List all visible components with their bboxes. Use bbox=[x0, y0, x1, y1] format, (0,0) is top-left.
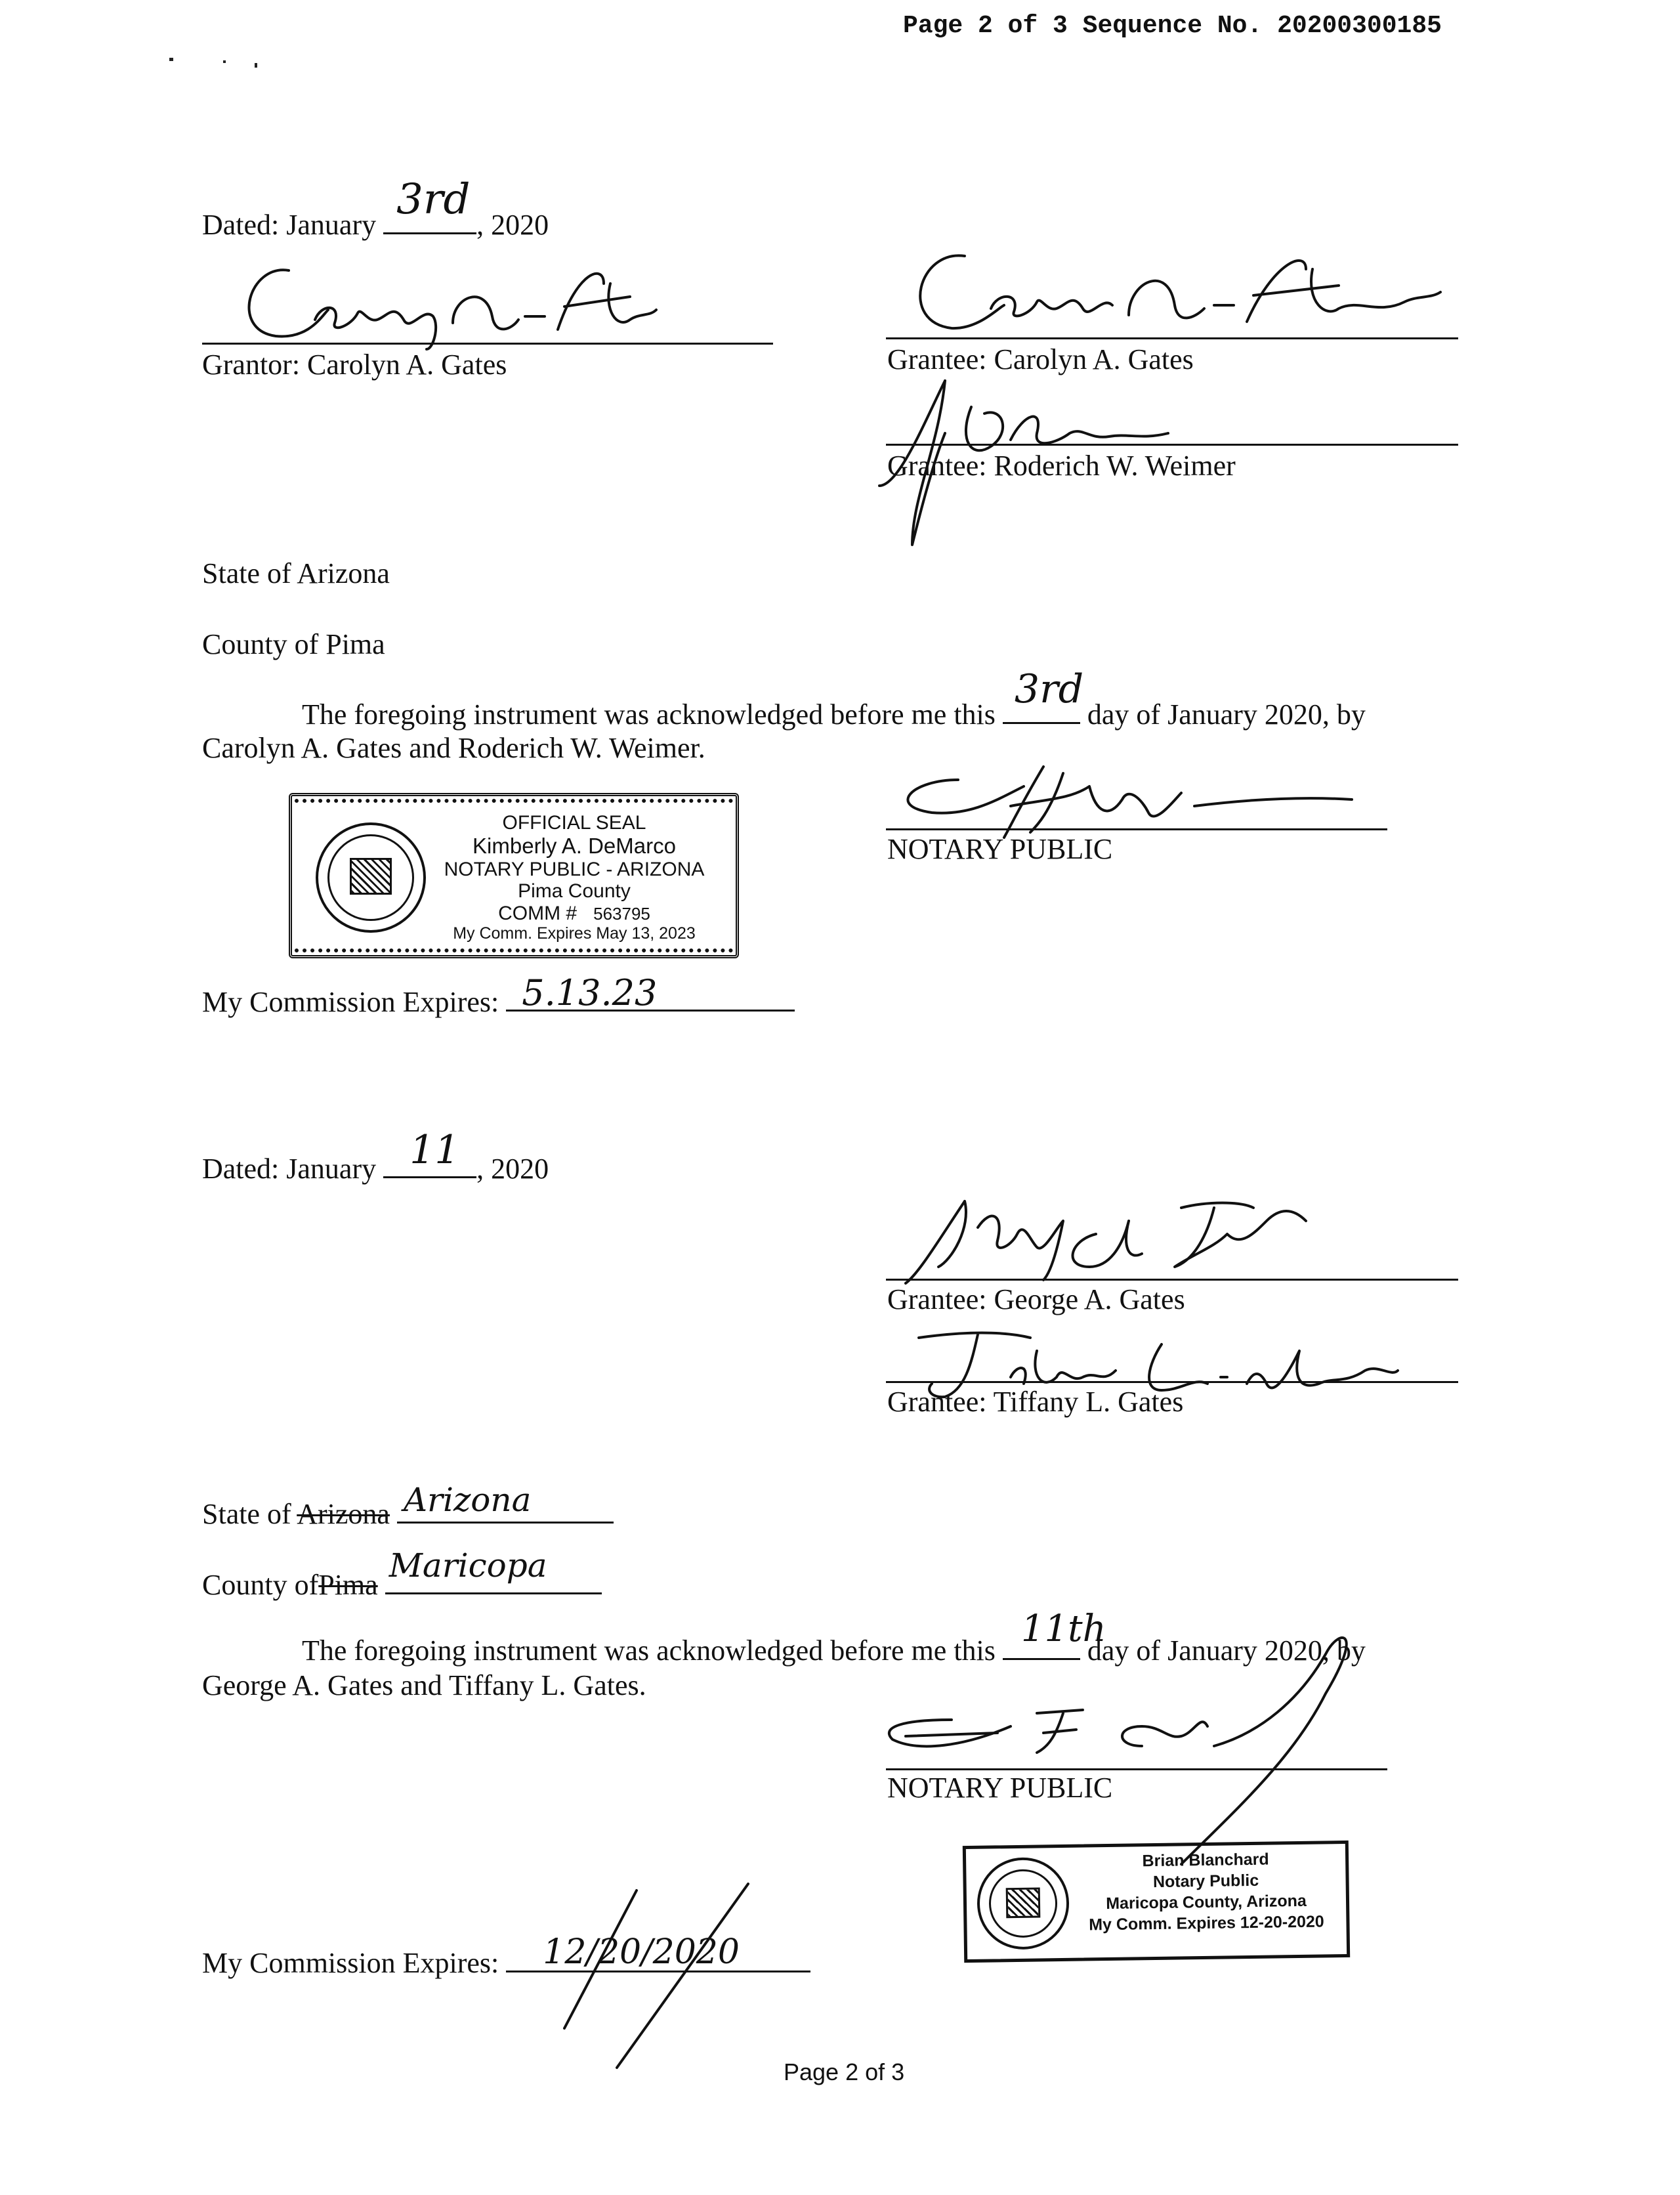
ack-day-handwritten: 11th bbox=[1020, 1608, 1106, 1650]
seal-county: Pima County bbox=[518, 880, 631, 903]
commission-label: My Commission Expires: bbox=[202, 986, 499, 1018]
notary-2-signature-line bbox=[886, 1768, 1387, 1770]
dated-suffix: , 2020 bbox=[476, 209, 549, 241]
dated-suffix: , 2020 bbox=[476, 1153, 549, 1185]
grantor-signature-line bbox=[202, 343, 773, 345]
seal-border-pattern bbox=[295, 799, 733, 809]
notary-1-signature bbox=[892, 760, 1378, 839]
state-seal-emblem bbox=[316, 822, 426, 933]
acknowledgment-1-line2: Carolyn A. Gates and Roderich W. Weimer. bbox=[202, 732, 705, 764]
stamp-title: Notary Public bbox=[1152, 1871, 1259, 1892]
seal-expires: My Comm. Expires May 13, 2023 bbox=[453, 924, 696, 943]
page-number-footer: Page 2 of 3 bbox=[784, 2058, 905, 2085]
grantee-carolyn-signature-line bbox=[886, 337, 1458, 339]
stamp-county: Maricopa County, Arizona bbox=[1106, 1891, 1307, 1913]
grantee-tiffany-label: Grantee: Tiffany L. Gates bbox=[887, 1386, 1184, 1418]
grantee-roderich-signature-line bbox=[886, 444, 1458, 446]
scan-speck bbox=[169, 58, 173, 61]
dated-day-blank bbox=[383, 175, 476, 234]
commission-label: My Commission Expires: bbox=[202, 1947, 499, 1979]
commission-expires-1 bbox=[202, 972, 795, 1018]
ack-after-text: day of January 2020, by bbox=[1087, 698, 1366, 731]
commission-date-slashes bbox=[551, 1877, 801, 2074]
grantee-tiffany-signature-line bbox=[886, 1381, 1458, 1383]
grantee-carolyn-label: Grantee: Carolyn A. Gates bbox=[887, 343, 1194, 375]
ack-after-text: day of January 2020, by bbox=[1087, 1634, 1366, 1667]
grantee-george-signature bbox=[899, 1182, 1345, 1287]
county-handwritten: Maricopa bbox=[388, 1546, 547, 1585]
seal-text-block bbox=[430, 812, 719, 943]
notary-2-stamp bbox=[963, 1841, 1350, 1963]
dated-prefix: Dated: January bbox=[202, 209, 377, 241]
dated-day-handwritten: 3rd bbox=[396, 175, 471, 224]
seal-line3: NOTARY PUBLIC - ARIZONA bbox=[444, 858, 705, 880]
dated-prefix: Dated: January bbox=[202, 1153, 377, 1185]
state-line-1: State of Arizona bbox=[202, 557, 390, 589]
maricopa-seal-emblem bbox=[976, 1857, 1070, 1950]
grantee-carolyn-signature bbox=[906, 243, 1444, 341]
grantee-george-label: Grantee: George A. Gates bbox=[887, 1283, 1185, 1315]
notary-2-signature bbox=[866, 1615, 1457, 1877]
grantor-signature bbox=[236, 257, 669, 349]
seal-comm: COMM # 563795 bbox=[498, 902, 650, 924]
grantee-roderich-label: Grantee: Roderich W. Weimer bbox=[887, 450, 1236, 482]
county-handwritten-blank bbox=[385, 1546, 602, 1594]
ack-before-text: The foregoing instrument was acknowledged before me this bbox=[302, 698, 996, 731]
county-struck-out: Pima bbox=[318, 1569, 378, 1601]
notary-1-public-label: NOTARY PUBLIC bbox=[887, 833, 1113, 865]
grantor-label: Grantor: Carolyn A. Gates bbox=[202, 349, 507, 381]
dated-line-1 bbox=[202, 175, 549, 241]
notary-2-public-label: NOTARY PUBLIC bbox=[887, 1772, 1113, 1804]
commission-blank bbox=[506, 972, 795, 1013]
stamp-notary-name: Brian Blanchard bbox=[1142, 1850, 1269, 1871]
stamp-expires: My Comm. Expires 12-20-2020 bbox=[1089, 1912, 1324, 1934]
county-line-1: County of Pima bbox=[202, 628, 385, 660]
dated-day-handwritten: 11 bbox=[410, 1127, 460, 1173]
state-struck-out: Arizona bbox=[297, 1498, 390, 1530]
ack-before-text: The foregoing instrument was acknowledged before me this bbox=[302, 1634, 996, 1667]
scan-speck bbox=[255, 63, 257, 68]
grantee-george-signature-line bbox=[886, 1279, 1458, 1281]
commission-handwritten: 5.13.23 bbox=[522, 972, 658, 1013]
state-handwritten: Arizona bbox=[403, 1481, 532, 1519]
page-sequence-header: Page 2 of 3 Sequence No. 20200300185 bbox=[903, 12, 1442, 40]
dated-line-2 bbox=[202, 1127, 549, 1185]
commission-handwritten: 12/20/2020 bbox=[543, 1932, 740, 1972]
ack-day-handwritten: 3rd bbox=[1014, 666, 1084, 712]
county-line-2 bbox=[202, 1546, 602, 1601]
acknowledgment-2-line2: George A. Gates and Tiffany L. Gates. bbox=[202, 1669, 646, 1701]
state-line-2 bbox=[202, 1481, 614, 1530]
notary-1-signature-line bbox=[886, 828, 1387, 830]
seal-title: OFFICIAL SEAL bbox=[502, 812, 646, 834]
notary-1-official-seal bbox=[289, 793, 739, 958]
scan-speck bbox=[223, 60, 226, 63]
dated-day-blank bbox=[383, 1127, 476, 1178]
state-prefix: State of bbox=[202, 1498, 291, 1530]
seal-border-pattern bbox=[295, 942, 733, 952]
county-prefix: County of bbox=[202, 1569, 319, 1601]
seal-notary-name: Kimberly A. DeMarco bbox=[472, 833, 676, 858]
stamp-text-block bbox=[1071, 1848, 1341, 1936]
acknowledgment-1 bbox=[302, 666, 1366, 731]
state-handwritten-blank bbox=[397, 1481, 614, 1524]
ack-day-blank bbox=[1003, 666, 1084, 724]
